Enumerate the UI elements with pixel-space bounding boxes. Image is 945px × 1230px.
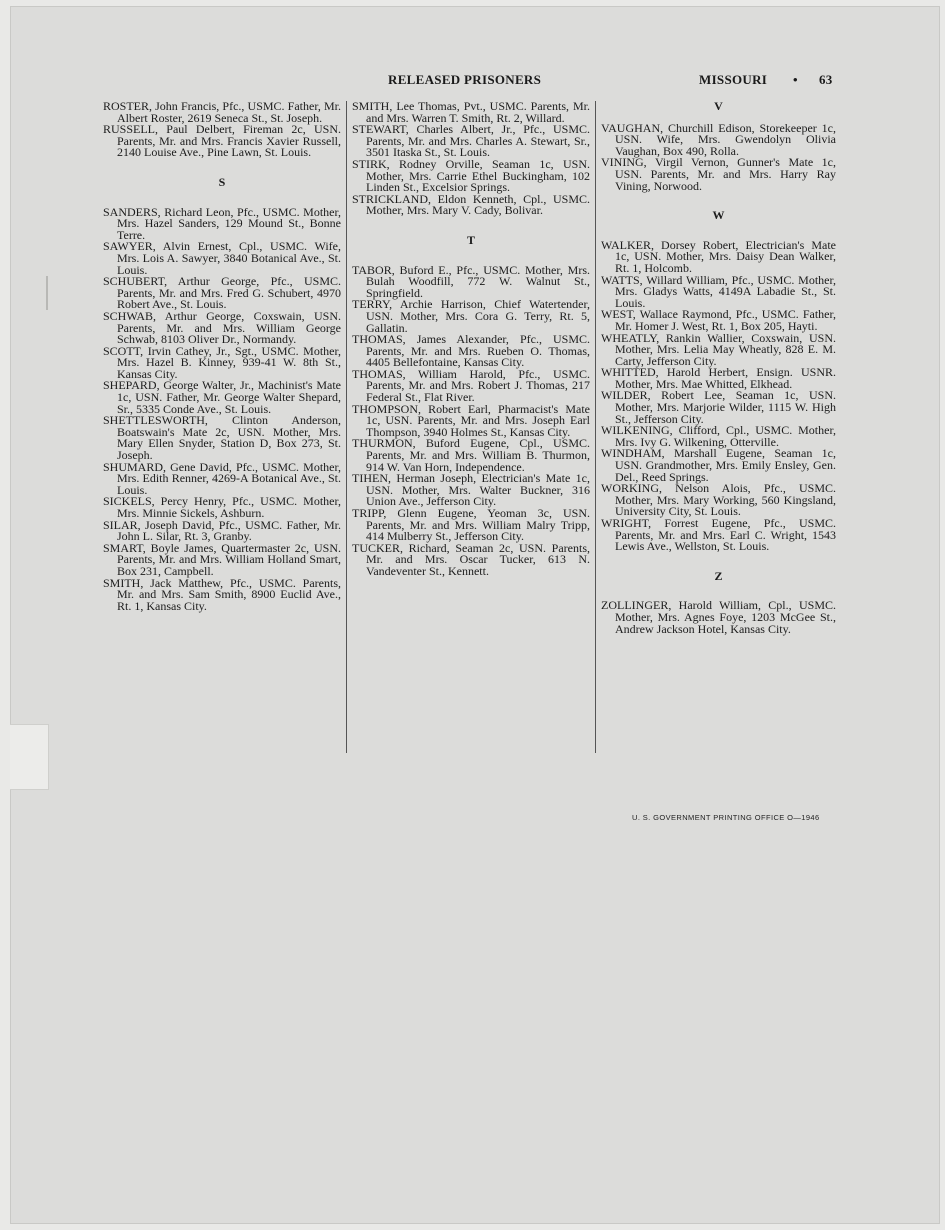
prisoner-entry: SMITH, Lee Thomas, Pvt., USMC. Parents, Mr. and Mrs. Warren T. Smith, Rt. 2, Willard. [352, 99, 590, 125]
prisoner-entry: WRIGHT, Forrest Eugene, Pfc., USMC. Parents, Mr. and Mrs. Earl C. Wright, 1543 Lewis Ave., Wellston, St. Louis. [601, 516, 836, 554]
prisoner-entry: THOMAS, William Harold, Pfc., USMC. Parents, Mr. and Mrs. Robert J. Thomas, 217 Federal St., Flat River. [352, 366, 590, 405]
paper-tab [10, 724, 49, 790]
prisoner-entry: WILKENING, Clifford, Cpl., USMC. Mother, Mrs. Ivy G. Wilkening, Otterville. [601, 423, 836, 449]
column-rule [595, 101, 596, 753]
prisoner-entry: SMART, Boyle James, Quartermaster 2c, USN. Parents, Mr. and Mrs. William Holland Smart, Box 231, Campbell. [103, 540, 341, 578]
prisoner-entry: TRIPP, Glenn Eugene, Yeoman 3c, USN. Parents, Mr. and Mrs. William Malry Tripp, 414 Mulberry St., Jefferson City. [352, 506, 590, 544]
prisoner-entry: ZOLLINGER, Harold William, Cpl., USMC. Mother, Mrs. Agnes Foye, 1203 McGee St., Andrew Jackson Hotel, Kansas City. [601, 598, 836, 636]
prisoner-entry: THOMAS, James Alexander, Pfc., USMC. Parents, Mr. and Mrs. Rueben O. Thomas, 4405 Bellefontaine, Kansas City. [352, 332, 590, 370]
prisoner-entry: TERRY, Archie Harrison, Chief Watertender, USN. Mother, Mrs. Cora G. Terry, Rt. 5, Gallatin. [352, 297, 590, 335]
section-letter: Z [714, 568, 723, 583]
prisoner-entry: TUCKER, Richard, Seaman 2c, USN. Parents, Mr. and Mrs. Oscar Tucker, 613 N. Vandeventer St., Kennett. [352, 540, 590, 578]
column-3 [601, 101, 836, 635]
prisoner-entry: SILAR, Joseph David, Pfc., USMC. Father, Mr. John L. Silar, Rt. 3, Granby. [103, 517, 341, 544]
prisoner-entry: WHITTED, Harold Herbert, Ensign. USNR. Mother, Mrs. Mae Whitted, Elkhead. [601, 365, 836, 391]
prisoner-entry: SICKELS, Percy Henry, Pfc., USMC. Mother, Mrs. Minnie Sickels, Ashburn. [103, 494, 341, 520]
prisoner-entry: SCHUBERT, Arthur George, Pfc., USMC. Parents, Mr. and Mrs. Fred G. Schubert, 4970 Robert Ave., St. Louis. [103, 274, 341, 312]
column-1 [103, 101, 341, 612]
prisoner-entry: WALKER, Dorsey Robert, Electrician's Mate 1c, USN. Mother, Mrs. Daisy Dean Walker, Rt. 1, Holcomb. [601, 237, 836, 275]
prisoner-entry: TABOR, Buford E., Pfc., USMC. Mother, Mrs. Bulah Woodfill, 772 W. Walnut St., Springfield. [352, 262, 590, 300]
printer-imprint: U. S. GOVERNMENT PRINTING OFFICE O—1946 [632, 813, 820, 822]
prisoner-entry: THOMPSON, Robert Earl, Pharmacist's Mate 1c, USN. Parents, Mr. and Mrs. Joseph Earl Thompson, 3940 Holmes St., Kansas City. [352, 401, 590, 439]
section-letter: W [712, 208, 725, 223]
prisoner-entry: VINING, Virgil Vernon, Gunner's Mate 1c, USN. Parents, Mr. and Mrs. Harry Ray Vining, Norwood. [601, 155, 836, 193]
prisoner-entry: VAUGHAN, Churchill Edison, Storekeeper 1c, USN. Wife, Mrs. Gwendolyn Olivia Vaughan, Box 490, Rolla. [601, 120, 836, 158]
paper-notch [46, 276, 56, 310]
running-title: RELEASED PRISONERS [388, 72, 542, 87]
header-bullet: • [793, 72, 798, 87]
running-state: MISSOURI [699, 72, 768, 87]
prisoner-entry: STRICKLAND, Eldon Kenneth, Cpl., USMC. Mother, Mrs. Mary V. Cady, Bolivar. [352, 191, 590, 218]
column-rule [346, 101, 347, 753]
page-number: 63 [819, 72, 833, 87]
prisoner-entry: TIHEN, Herman Joseph, Electrician's Mate 1c, USN. Mother, Mrs. Walter Buckner, 316 Union Ave., Jefferson City. [352, 471, 590, 509]
prisoner-entry: STEWART, Charles Albert, Jr., Pfc., USMC. Parents, Mr. and Mrs. Charles A. Stewart, Sr., 3501 Itaska St., St. Louis. [352, 122, 590, 160]
section-letter: S [218, 174, 226, 189]
prisoner-entry: SCOTT, Irvin Cathey, Jr., Sgt., USMC. Mother, Mrs. Hazel B. Kinney, 939-41 W. 8th St., Kansas City. [103, 343, 341, 381]
prisoner-entry: SHUMARD, Gene David, Pfc., USMC. Mother, Mrs. Edith Renner, 4269-A Botanical Ave., St. Louis. [103, 459, 341, 497]
section-letter: V [714, 99, 723, 113]
prisoner-entry: SANDERS, Richard Leon, Pfc., USMC. Mother, Mrs. Hazel Sanders, 129 Mound St., Bonne Terre. [103, 204, 341, 242]
prisoner-entry: SHEPARD, George Walter, Jr., Machinist's Mate 1c, USN. Father, Mr. George Walter Shepard, Sr., 5335 Conde Ave., St. Louis. [103, 378, 341, 416]
prisoner-entry: STIRK, Rodney Orville, Seaman 1c, USN. Mother, Mrs. Carrie Ethel Buckingham, 102 Linden St., Excelsior Springs. [352, 156, 590, 195]
prisoner-entry: SAWYER, Alvin Ernest, Cpl., USMC. Wife, Mrs. Lois A. Sawyer, 3840 Botanical Ave., St. Louis. [103, 239, 341, 277]
document-page [10, 6, 940, 1224]
prisoner-entry: RUSSELL, Paul Delbert, Fireman 2c, USN. Parents, Mr. and Mrs. Francis Xavier Russell, 2140 Louise Ave., Pine Lawn, St. Louis. [103, 122, 341, 160]
column-2 [352, 101, 590, 578]
prisoner-entry: SMITH, Jack Matthew, Pfc., USMC. Parents, Mr. and Mrs. Sam Smith, 8900 Euclid Ave., Rt. 1, Kansas City. [103, 575, 341, 613]
prisoner-entry: WINDHAM, Marshall Eugene, Seaman 1c, USN. Grandmother, Mrs. Emily Ensley, Gen. Del., Reed Springs. [601, 446, 836, 484]
prisoner-entry: WATTS, Willard William, Pfc., USMC. Mother, Mrs. Gladys Watts, 4149A Labadie St., St. Louis. [601, 272, 836, 310]
prisoner-entry: WILDER, Robert Lee, Seaman 1c, USN. Mother, Mrs. Marjorie Wilder, 1115 W. High St., Jefferson City. [601, 388, 836, 426]
prisoner-entry: THURMON, Buford Eugene, Cpl., USMC. Parents, Mr. and Mrs. William B. Thurmon, 914 W. Van Horn, Independence. [352, 436, 590, 474]
prisoner-entry: SCHWAB, Arthur George, Coxswain, USN. Parents, Mr. and Mrs. William George Schwab, 8103 Oliver Dr., Normandy. [103, 308, 341, 347]
prisoner-entry: ROSTER, John Francis, Pfc., USMC. Father, Mr. Albert Roster, 2619 Seneca St., St. Joseph. [103, 99, 341, 125]
prisoner-entry: WEST, Wallace Raymond, Pfc., USMC. Father, Mr. Homer J. West, Rt. 1, Box 205, Hayti. [601, 307, 836, 333]
prisoner-entry: SHETTLESWORTH, Clinton Anderson, Boatswain's Mate 2c, USN. Mother, Mrs. Mary Ellen Snyder, Station D, Box 273, St. Joseph. [103, 413, 341, 463]
prisoner-entry: WHEATLY, Rankin Wallier, Coxswain, USN. Mother, Mrs. Lelia May Wheatly, 828 E. M. Carty, Jefferson City. [601, 330, 836, 368]
section-letter: T [466, 232, 475, 247]
prisoner-entry: WORKING, Nelson Alois, Pfc., USMC. Mother, Mrs. Mary Working, 560 Kingsland, University City, St. Louis. [601, 481, 836, 519]
